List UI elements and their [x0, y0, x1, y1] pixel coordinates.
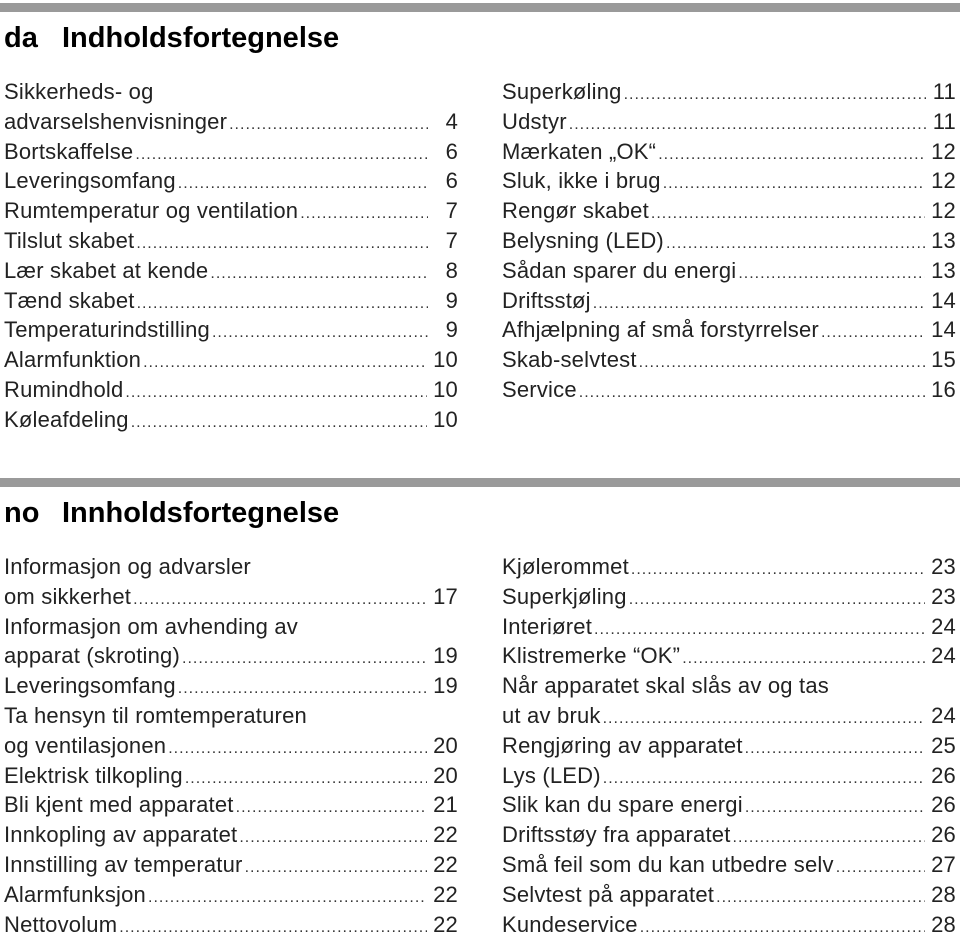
toc-entry[interactable]	[4, 166, 458, 196]
toc-entry[interactable]	[502, 256, 956, 286]
toc-entry[interactable]	[502, 641, 956, 671]
toc-entry[interactable]	[4, 286, 458, 316]
language-code: da	[4, 22, 38, 54]
toc-entry-title: Tilslut skabet	[4, 227, 135, 253]
toc-entry[interactable]	[4, 820, 458, 850]
toc-page-number: 19	[433, 643, 458, 669]
dot-leader	[716, 883, 925, 913]
section-heading	[4, 22, 339, 55]
dot-leader	[745, 734, 925, 764]
toc-page-number: 6	[445, 168, 458, 194]
dot-leader	[245, 853, 428, 883]
toc-entry[interactable]	[502, 166, 956, 196]
toc-entry-title: Bortskaffelse	[4, 138, 134, 164]
toc-page-number: 13	[931, 257, 956, 283]
toc-entry[interactable]	[4, 701, 458, 731]
toc-entry[interactable]	[502, 880, 956, 910]
toc-entry-title: Kjølerommet	[502, 554, 629, 579]
dot-leader	[658, 140, 925, 170]
toc-entry-title: Små feil som du kan utbedre selv	[502, 851, 834, 877]
toc-page-number: 9	[445, 287, 458, 313]
toc-entry[interactable]	[502, 701, 956, 731]
dot-leader	[125, 378, 427, 408]
toc-entry[interactable]	[502, 77, 956, 107]
toc-entry-title: og ventilasjonen	[4, 732, 167, 758]
toc-entry[interactable]	[502, 731, 956, 761]
toc-entry[interactable]	[502, 315, 956, 345]
dot-leader	[666, 229, 925, 259]
toc-page-number: 22	[433, 822, 458, 848]
dot-leader	[836, 853, 925, 883]
toc-page-number: 11	[932, 108, 956, 134]
dot-leader	[136, 229, 428, 259]
toc-page-number: 25	[931, 732, 956, 758]
toc-page-number: 7	[445, 198, 458, 224]
toc-entry-title: Service	[502, 376, 577, 402]
toc-entry[interactable]	[4, 405, 458, 435]
toc-entry[interactable]	[502, 850, 956, 880]
dot-leader	[629, 585, 925, 615]
dot-leader	[210, 259, 428, 289]
toc-column-right	[502, 77, 956, 405]
toc-page-number: 12	[931, 168, 956, 194]
dot-leader	[738, 259, 925, 289]
dot-leader	[631, 555, 925, 585]
toc-page-number: 22	[433, 881, 458, 907]
toc-entry[interactable]	[502, 286, 956, 316]
toc-entry-title: Bli kjent med apparatet	[4, 792, 234, 818]
toc-entry-title: Superkjøling	[502, 583, 627, 609]
toc-page-number: 22	[433, 911, 458, 937]
toc-entry-title: apparat (skroting)	[4, 643, 181, 669]
dot-leader	[603, 764, 925, 794]
toc-entry-title: Når apparatet skal slås av og tas	[502, 673, 829, 699]
toc-entry-title: Rumtemperatur og ventilation	[4, 198, 299, 224]
toc-page-number: 10	[433, 347, 458, 373]
toc-entry-title: Selvtest på apparatet	[502, 881, 715, 907]
toc-page-number: 28	[931, 881, 956, 907]
toc-entry[interactable]	[502, 137, 956, 167]
toc-entry[interactable]	[502, 345, 956, 375]
toc-entry[interactable]	[502, 612, 956, 642]
toc-page-number: 22	[433, 851, 458, 877]
toc-entry[interactable]	[4, 77, 458, 107]
toc-entry[interactable]	[502, 790, 956, 820]
dot-leader	[663, 169, 925, 199]
toc-entry[interactable]	[502, 196, 956, 226]
toc-page-number: 20	[433, 732, 458, 758]
section-heading	[4, 497, 339, 530]
dot-leader	[131, 408, 427, 438]
toc-entry-title: Rengjøring av apparatet	[502, 732, 743, 758]
toc-entry-title: Slik kan du spare energi	[502, 792, 743, 818]
toc-entry-title: Kundeservice	[502, 911, 638, 937]
toc-page-number: 26	[931, 792, 956, 818]
toc-page-number: 13	[931, 227, 956, 253]
dot-leader	[119, 913, 427, 942]
toc-entry-title: Køleafdeling	[4, 406, 129, 432]
toc-entry[interactable]	[502, 582, 956, 612]
dot-leader	[148, 883, 427, 913]
toc-entry-title: ut av bruk	[502, 702, 601, 728]
toc-page-number: 27	[931, 851, 956, 877]
toc-entry-title: Informasjon og advarsler	[4, 554, 251, 579]
toc-entry[interactable]	[4, 761, 458, 791]
toc-column-right	[502, 552, 956, 939]
dot-leader	[135, 140, 428, 170]
toc-entry[interactable]	[4, 582, 458, 612]
toc-entry[interactable]	[4, 345, 458, 375]
toc-page-number: 23	[931, 583, 956, 609]
section-title: Innholdsfortegnelse	[62, 497, 340, 529]
toc-page-number: 10	[433, 376, 458, 402]
toc-entry-title: Tænd skabet	[4, 287, 135, 313]
toc-page-number: 7	[445, 227, 458, 253]
toc-entry[interactable]	[502, 226, 956, 256]
toc-entry[interactable]	[4, 641, 458, 671]
dot-leader	[239, 823, 427, 853]
dot-leader	[137, 289, 428, 319]
dot-leader	[639, 348, 925, 378]
dot-leader	[178, 169, 428, 199]
toc-entry-title: Rengør skabet	[502, 198, 649, 224]
toc-entry[interactable]	[502, 552, 956, 582]
toc-page-number: 20	[433, 762, 458, 788]
toc-page-number: 15	[931, 347, 956, 373]
toc-entry[interactable]	[4, 137, 458, 167]
dot-leader	[745, 793, 925, 823]
toc-entry[interactable]	[4, 226, 458, 256]
dot-leader	[178, 674, 427, 704]
dot-leader	[821, 318, 925, 348]
toc-page-number: 4	[445, 108, 458, 134]
toc-page-number: 6	[445, 138, 458, 164]
dot-leader	[733, 823, 926, 853]
dot-leader	[682, 644, 925, 674]
toc-entry-title: Lys (LED)	[502, 762, 601, 788]
toc-page-number: 14	[931, 317, 956, 343]
toc-entry-title: Alarmfunktion	[4, 347, 142, 373]
toc-entry[interactable]	[4, 880, 458, 910]
toc-entry[interactable]	[4, 850, 458, 880]
toc-entry[interactable]	[4, 315, 458, 345]
toc-entry[interactable]	[4, 731, 458, 761]
toc-entry-title: Klistremerke “OK”	[502, 643, 681, 669]
toc-entry[interactable]	[502, 107, 956, 137]
dot-leader	[603, 704, 926, 734]
toc-entry-title: Sikkerheds- og	[4, 79, 154, 104]
toc-page-number: 21	[433, 792, 458, 818]
toc-entry[interactable]	[502, 761, 956, 791]
toc-page-number: 12	[931, 138, 956, 164]
toc-entry-title: om sikkerhet	[4, 583, 132, 609]
dot-leader	[229, 110, 428, 140]
toc-page-number: 10	[433, 406, 458, 432]
toc-entry-title: Driftsstøj	[502, 287, 591, 313]
section-title: Indholdsfortegnelse	[62, 22, 340, 54]
dot-leader	[300, 199, 428, 229]
toc-entry-title: Innstilling av temperatur	[4, 851, 243, 877]
dot-leader	[640, 913, 925, 942]
dot-leader	[651, 199, 925, 229]
toc-entry[interactable]	[4, 790, 458, 820]
toc-page-number: 16	[931, 376, 956, 402]
toc-page-number: 11	[932, 79, 956, 104]
dot-leader	[168, 734, 427, 764]
dot-leader	[579, 378, 925, 408]
toc-page-number: 26	[931, 822, 956, 848]
toc-entry-title: Sådan sparer du energi	[502, 257, 737, 283]
language-code: no	[4, 497, 40, 529]
toc-entry[interactable]	[4, 256, 458, 286]
dot-leader	[236, 793, 428, 823]
toc-entry[interactable]	[4, 671, 458, 701]
dot-leader	[569, 110, 926, 140]
toc-page-number: 9	[445, 317, 458, 343]
toc-entry-title: Leveringsomfang	[4, 168, 176, 194]
toc-entry-title: Elektrisk tilkopling	[4, 762, 183, 788]
toc-entry-title: Skab-selvtest	[502, 347, 637, 373]
toc-entry-title: Belysning (LED)	[502, 227, 664, 253]
dot-leader	[182, 644, 427, 674]
toc-entry-title: Leveringsomfang	[4, 673, 176, 699]
toc-entry-title: Rumindhold	[4, 376, 124, 402]
dot-leader	[594, 615, 925, 645]
toc-page-number: 12	[931, 198, 956, 224]
toc-page-number: 24	[931, 702, 956, 728]
toc-page-number: 19	[433, 673, 458, 699]
toc-entry-title: Afhjælpning af små forstyrrelser	[502, 317, 819, 343]
toc-page-number: 28	[931, 911, 956, 937]
toc-entry-title: Superkøling	[502, 79, 622, 104]
toc-entry-title: Mærkaten „OK“	[502, 138, 657, 164]
toc-page-number: 17	[433, 583, 458, 609]
toc-column-left	[4, 77, 458, 435]
toc-entry-title: Nettovolum	[4, 911, 118, 937]
toc-page-number: 14	[931, 287, 956, 313]
toc-entry-title: Alarmfunksjon	[4, 881, 146, 907]
toc-entry[interactable]	[502, 671, 956, 701]
toc-entry-title: Udstyr	[502, 108, 567, 134]
dot-leader	[143, 348, 427, 378]
toc-page-number: 23	[931, 554, 956, 579]
section-rule	[0, 478, 960, 487]
section-rule	[0, 3, 960, 12]
toc-page-number: 24	[931, 613, 956, 639]
toc-entry-title: Lær skabet at kende	[4, 257, 209, 283]
toc-column-left	[4, 552, 458, 939]
toc-entry-title: Informasjon om avhending av	[4, 613, 299, 639]
toc-entry-title: Ta hensyn til romtemperaturen	[4, 702, 307, 728]
dot-leader	[593, 289, 925, 319]
dot-leader	[624, 80, 926, 110]
toc-entry[interactable]	[4, 612, 458, 642]
toc-entry[interactable]	[4, 375, 458, 405]
toc-entry-title: Innkopling av apparatet	[4, 822, 238, 848]
dot-leader	[212, 318, 428, 348]
toc-entry-title: advarselshenvisninger	[4, 108, 228, 134]
toc-entry[interactable]	[502, 820, 956, 850]
toc-entry-title: Temperaturindstilling	[4, 317, 210, 343]
toc-entry[interactable]	[502, 375, 956, 405]
toc-page-number: 8	[445, 257, 458, 283]
toc-entry-title: Sluk, ikke i brug	[502, 168, 661, 194]
toc-entry[interactable]	[4, 107, 458, 137]
toc-page-number: 26	[931, 762, 956, 788]
dot-leader	[185, 764, 427, 794]
toc-entry-title: Driftsstøy fra apparatet	[502, 822, 731, 848]
toc-entry[interactable]	[4, 196, 458, 226]
dot-leader	[133, 585, 427, 615]
toc-entry[interactable]	[4, 552, 458, 582]
toc-entry-title: Interiøret	[502, 613, 593, 639]
toc-page-number: 24	[931, 643, 956, 669]
